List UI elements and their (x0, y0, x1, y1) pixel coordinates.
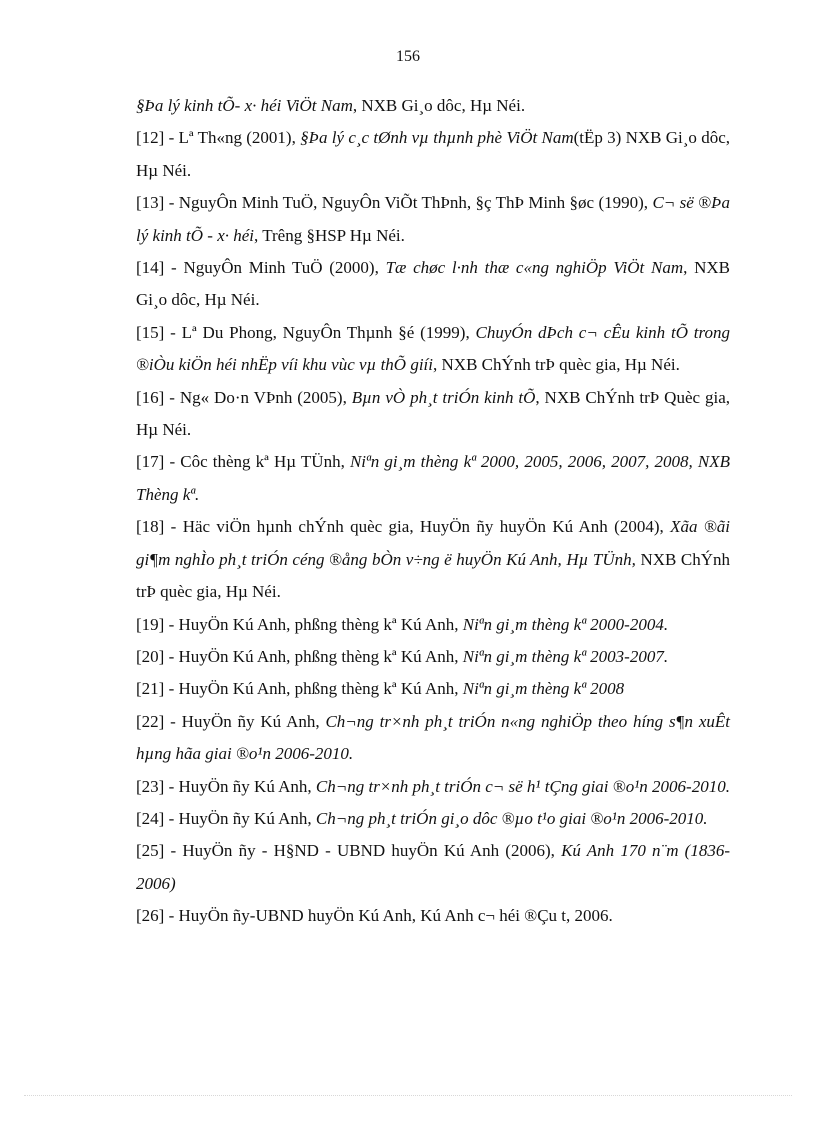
reference-entry: §Þa lý kinh tÕ- x· héi ViÖt Nam, NXB Gi¸o dôc, Hµ Néi. (136, 96, 526, 115)
reference-entry: [18] - Häc viÖn hµnh chÝnh quèc gia, HuyÖn ñy huyÖn Kú Anh (2004), Xãa ®ãi gi¶m nghÌo ph¸t triÓn céng ®ång bÒn v÷ng ë huyÖn Kú Anh, Hµ TÜnh, NXB ChÝnh trÞ quèc gia, Hµ Néi. (136, 517, 730, 602)
reference-list (136, 90, 730, 933)
reference-entry: [16] - Ng« Do·n VÞnh (2005), Bµn vÒ ph¸t triÓn kinh tÕ, NXB ChÝnh trÞ Quèc gia, Hµ Néi. (136, 387, 730, 440)
reference-entry: [19] - HuyÖn Kú Anh, phßng thèng kª Kú Anh, Niªn gi¸m thèng kª 2000-2004. (136, 614, 669, 634)
footer-divider (24, 1095, 792, 1096)
reference-entry: [20] - HuyÖn Kú Anh, phßng thèng kª Kú Anh, Niªn gi¸m thèng kª 2003-2007. (136, 646, 669, 666)
page-number: 156 (396, 48, 420, 65)
reference-entry: [14] - NguyÔn Minh TuÖ (2000), Tæ chøc l·nh thæ c«ng nghiÖp ViÖt Nam, NXB Gi¸o dôc, Hµ Néi. (136, 258, 730, 310)
reference-entry: [23] - HuyÖn ñy Kú Anh, Ch¬ng tr×nh ph¸t triÓn c¬ së h¹ tÇng giai ®o¹n 2006-2010. (136, 776, 730, 796)
reference-entry: [26] - HuyÖn ñy-UBND huyÖn Kú Anh, Kú Anh c¬ héi ®Çu t, 2006. (136, 906, 613, 926)
reference-entry: [17] - Côc thèng kª Hµ TÜnh, Niªn gi¸m thèng kª 2000, 2005, 2006, 2007, 2008, NXB Thèng kª. (136, 452, 730, 504)
reference-entry: [21] - HuyÖn Kú Anh, phßng thèng kª Kú Anh, Niªn gi¸m thèng kª 2008 (136, 679, 625, 699)
reference-entry: [24] - HuyÖn ñy Kú Anh, Ch¬ng ph¸t triÓn gi¸o dôc ®µo t¹o giai ®o¹n 2006-2010. (136, 808, 708, 828)
reference-entry: [25] - HuyÖn ñy - H§ND - UBND huyÖn Kú Anh (2006), Kú Anh 170 n¨m (1836-2006) (136, 841, 730, 893)
reference-entry: [22] - HuyÖn ñy Kú Anh, Ch¬ng tr×nh ph¸t triÓn n«ng nghiÖp theo híng s¶n xuÊt hµng hãa giai ®o¹n 2006-2010. (136, 711, 731, 764)
reference-entry: [15] - Lª Du Phong, NguyÔn Thµnh §é (1999), ChuyÓn dÞch c¬ cÊu kinh tÕ trong ®iÒu kiÖn héi nhËp víi khu vùc vµ thÕ giíi, NXB ChÝnh trÞ quèc gia, Hµ Néi. (136, 322, 731, 375)
reference-entry: [12] - Lª Th«ng (2001), §Þa lý c¸c tØnh vµ thµnh phè ViÖt Nam(tËp 3) NXB Gi¸o dôc, Hµ Néi. (136, 128, 730, 180)
reference-entry: [13] - NguyÔn Minh TuÖ, NguyÔn ViÕt ThÞnh, §ç ThÞ Minh §øc (1990), C¬ së ®Þa lý kinh tÕ - x· héi, Trêng §HSP Hµ Néi. (136, 193, 730, 245)
